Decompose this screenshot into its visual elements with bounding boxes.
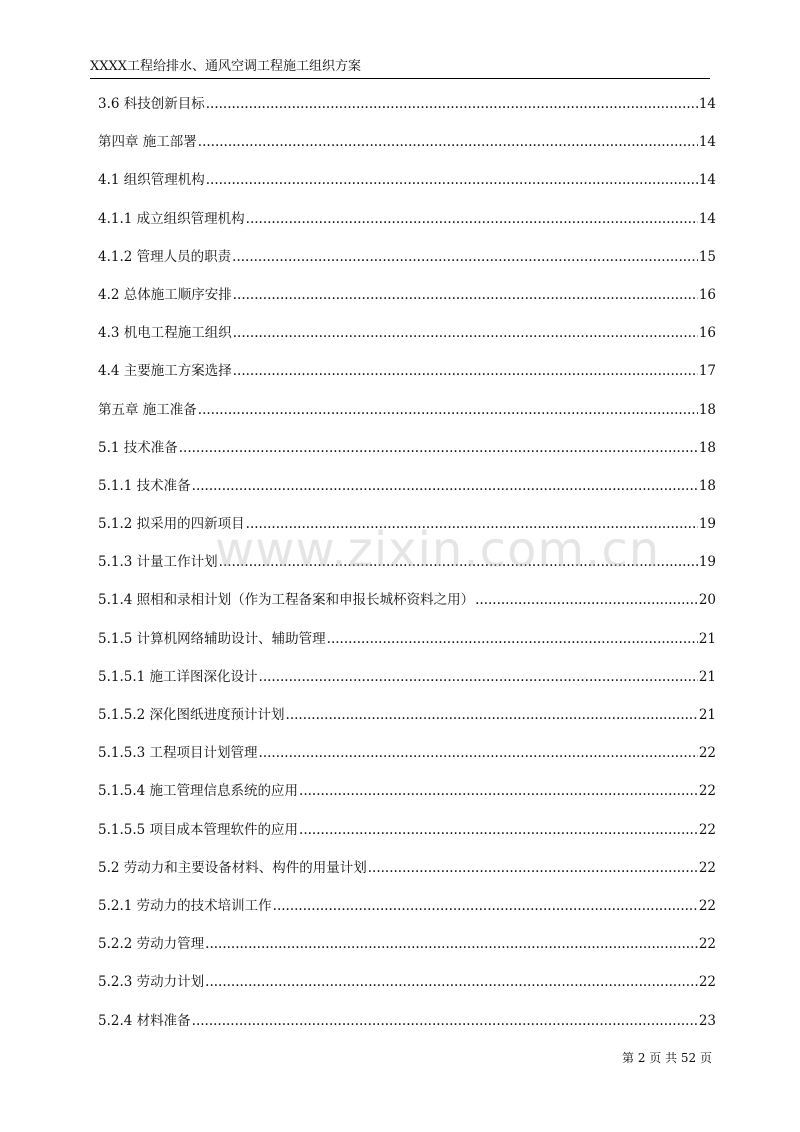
toc-entry-page: 16	[698, 325, 716, 342]
toc-entry-title: 5.1.5.5 项目成本管理软件的应用	[98, 821, 299, 838]
toc-entry-title: 3.6 科技创新目标	[98, 96, 205, 112]
dot-leader	[233, 325, 698, 341]
toc-entry[interactable]	[98, 627, 716, 665]
toc-entry-title: 5.1.5.3 工程项目计划管理	[98, 745, 258, 762]
dot-leader	[205, 936, 698, 952]
toc-entry-page: 22	[698, 936, 716, 953]
toc-entry[interactable]	[98, 321, 716, 359]
dot-leader	[273, 898, 698, 914]
dot-leader	[368, 860, 698, 876]
toc-entry-title: 5.2.2 劳动力管理	[98, 936, 205, 953]
toc-entry-page: 22	[698, 859, 716, 876]
toc-entry[interactable]	[98, 1009, 716, 1047]
toc-entry-title: 5.2.3 劳动力计划	[98, 974, 205, 991]
document-title: XXXX工程给排水、通风空调工程施工组织方案	[90, 59, 362, 74]
dot-leader	[286, 707, 698, 723]
dot-leader	[232, 249, 698, 265]
toc-entry[interactable]	[98, 436, 716, 474]
dot-leader	[233, 363, 698, 379]
toc-entry[interactable]	[98, 856, 716, 894]
dot-leader	[206, 172, 698, 188]
dot-leader	[206, 96, 698, 112]
toc-entry-page: 14	[698, 210, 716, 227]
toc-entry-page: 16	[698, 286, 716, 303]
toc-entry[interactable]	[98, 130, 716, 168]
toc-entry-page: 22	[698, 897, 716, 914]
toc-entry-page: 19	[698, 554, 716, 571]
dot-leader	[192, 478, 698, 494]
toc-entry-page: 18	[698, 477, 716, 494]
toc-entry[interactable]	[98, 818, 716, 856]
toc-entry-title: 4.4 主要施工方案选择	[98, 363, 232, 380]
toc-entry[interactable]	[98, 398, 716, 436]
toc-entry[interactable]	[98, 474, 716, 512]
dot-leader	[327, 631, 698, 647]
toc-entry-title: 4.3 机电工程施工组织	[98, 325, 232, 342]
toc-entry-title: 4.1.1 成立组织管理机构	[98, 210, 245, 227]
toc-entry[interactable]	[98, 703, 716, 741]
toc-entry-page: 14	[698, 96, 716, 112]
toc-entry[interactable]	[98, 359, 716, 397]
toc-entry-title: 5.1.1 技术准备	[98, 477, 191, 494]
toc-entry-page: 20	[698, 592, 716, 609]
dot-leader	[259, 669, 698, 685]
watermark: www.zixin.com.cn	[215, 522, 661, 578]
toc-entry-page: 22	[698, 783, 716, 800]
dot-leader	[299, 822, 698, 838]
toc-entry[interactable]	[98, 245, 716, 283]
toc-entry[interactable]	[98, 168, 716, 206]
toc-entry-page: 23	[698, 1012, 716, 1029]
toc-entry-title: 5.2.4 材料准备	[98, 1012, 191, 1029]
toc-entry-page: 22	[698, 974, 716, 991]
toc-entry-title: 5.1.5.4 施工管理信息系统的应用	[98, 783, 299, 800]
dot-leader	[299, 783, 698, 799]
toc-entry[interactable]	[98, 970, 716, 1008]
dot-leader	[259, 745, 698, 761]
toc-entry-title: 第五章 施工准备	[98, 401, 197, 418]
toc-entry-title: 4.1.2 管理人员的职责	[98, 248, 232, 265]
toc-entry-page: 14	[698, 134, 716, 151]
toc-entry-title: 5.2.1 劳动力的技术培训工作	[98, 897, 272, 914]
toc-entry[interactable]	[98, 894, 716, 932]
toc-entry[interactable]	[98, 92, 716, 130]
toc-entry-title: 5.1.5.2 深化图纸进度预计计划	[98, 707, 285, 723]
dot-leader	[205, 974, 698, 990]
toc-entry-title: 5.1.3 计量工作计划	[98, 554, 218, 571]
toc-entry[interactable]	[98, 283, 716, 321]
toc-entry-title: 5.1 技术准备	[98, 439, 178, 456]
toc-entry[interactable]	[98, 207, 716, 245]
toc-entry[interactable]	[98, 588, 716, 626]
toc-entry-page: 21	[698, 668, 716, 685]
toc-entry-title: 5.1.5 计算机网络辅助设计、辅助管理	[98, 630, 326, 647]
toc-entry-page: 22	[698, 745, 716, 762]
toc-entry-page: 22	[698, 821, 716, 838]
toc-entry-page: 19	[698, 516, 716, 533]
toc-entry[interactable]	[98, 665, 716, 703]
dot-leader	[475, 592, 698, 608]
toc-entry-title: 5.2 劳动力和主要设备材料、构件的用量计划	[98, 859, 367, 876]
toc-entry-page: 15	[698, 248, 716, 265]
toc-entry[interactable]	[98, 741, 716, 779]
toc-entry-title: 4.2 总体施工顺序安排	[98, 286, 232, 303]
toc-entry-title: 5.1.2 拟采用的四新项目	[98, 516, 245, 533]
toc-entry-page: 18	[698, 439, 716, 456]
toc-entry-title: 4.1 组织管理机构	[98, 172, 205, 189]
toc-entry-page: 21	[698, 630, 716, 647]
dot-leader	[198, 402, 698, 418]
dot-leader	[179, 440, 698, 456]
toc-entry-title: 第四章 施工部署	[98, 134, 197, 151]
dot-leader	[192, 1013, 698, 1029]
dot-leader	[246, 211, 698, 227]
toc-entry-page: 14	[698, 172, 716, 189]
dot-leader	[233, 287, 698, 303]
page-footer	[622, 1049, 712, 1066]
toc-entry-page: 17	[698, 363, 716, 380]
page-number: 第 2 页 共 52 页	[622, 1051, 712, 1065]
toc-entry[interactable]	[98, 779, 716, 817]
toc-entry-title: 5.1.5.1 施工详图深化设计	[98, 668, 258, 685]
page-header	[90, 58, 710, 79]
dot-leader	[198, 134, 698, 150]
toc-entry[interactable]	[98, 932, 716, 970]
toc-entry-title: 5.1.4 照相和录相计划（作为工程备案和申报长城杯资料之用）	[98, 592, 475, 609]
toc-entry-page: 18	[698, 401, 716, 418]
toc-entry-page: 21	[698, 707, 716, 723]
